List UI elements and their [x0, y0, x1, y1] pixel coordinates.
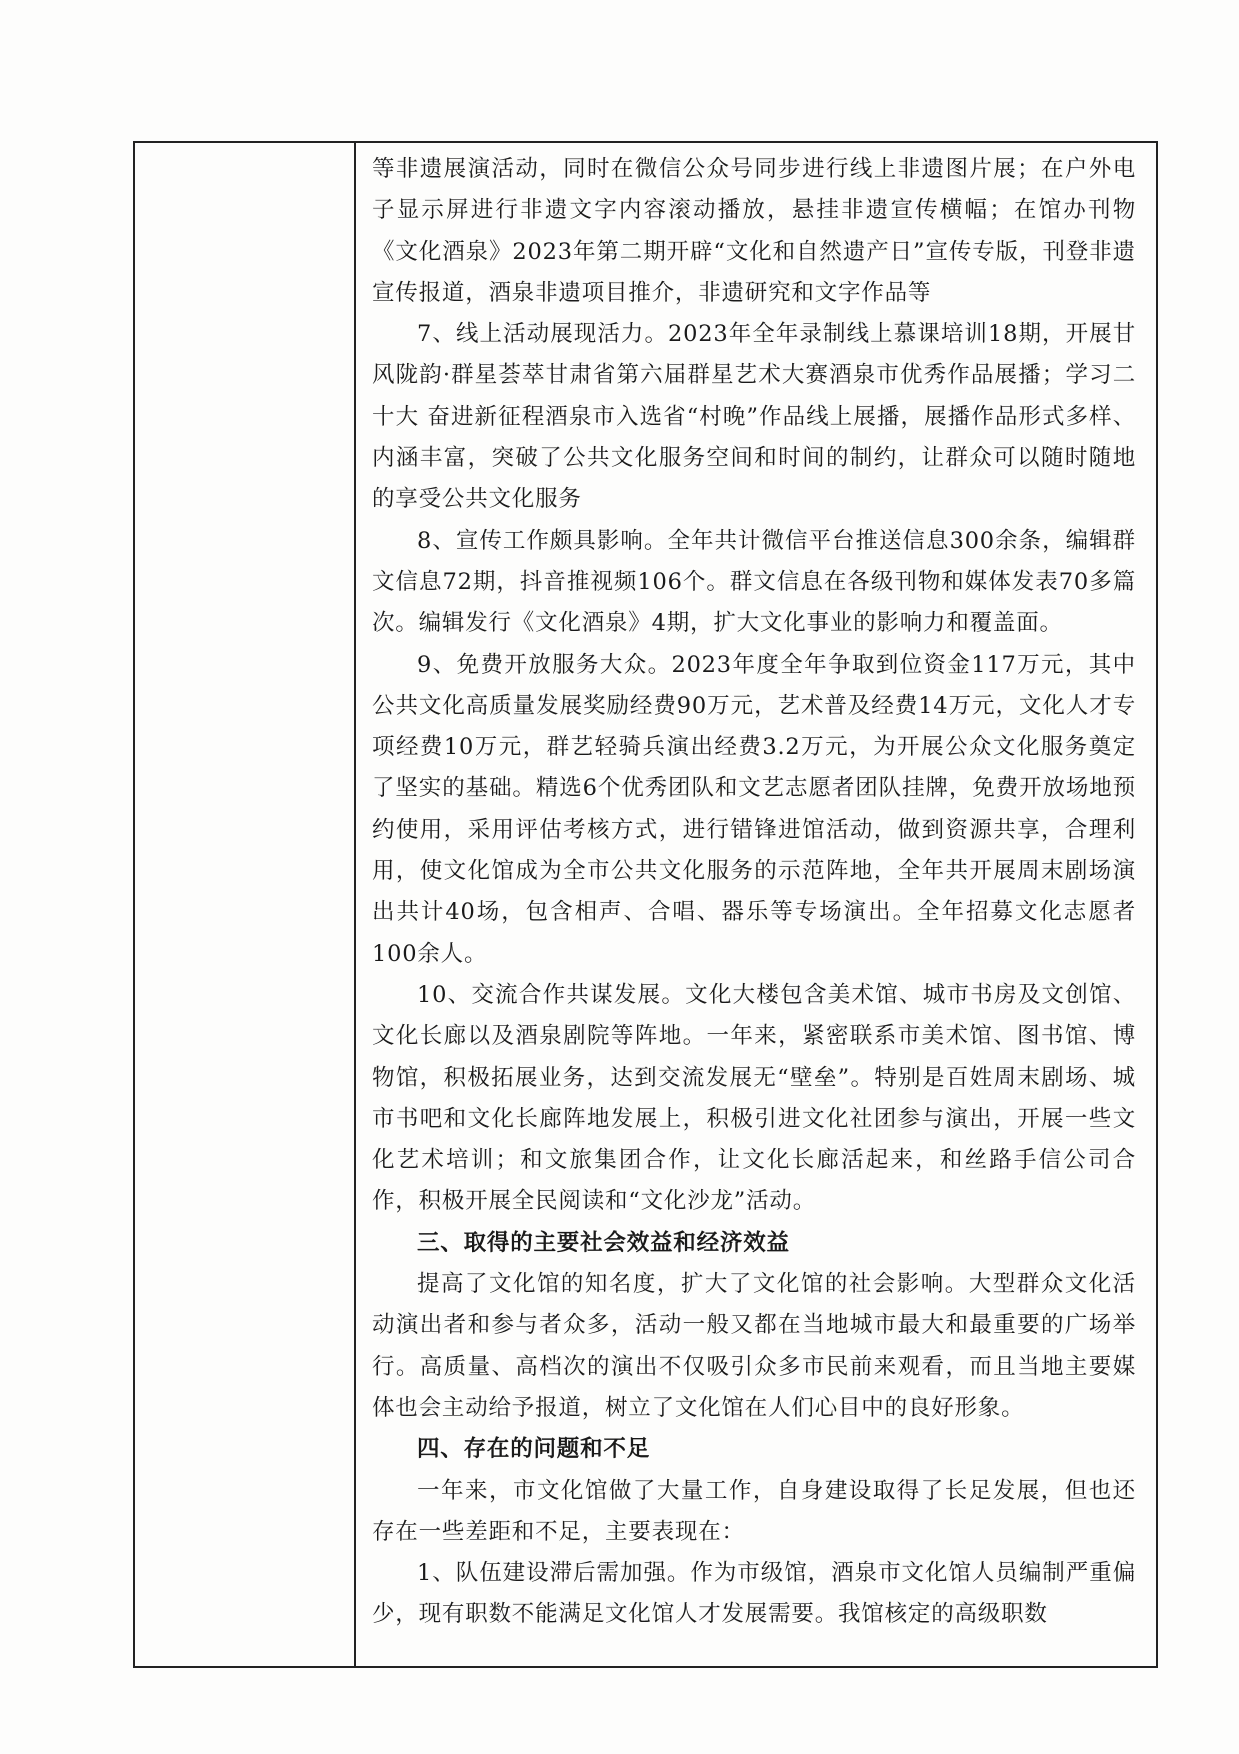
- paragraph-online-activities: 7、线上活动展现活力。2023年全年录制线上慕课培训18期，开展甘风陇韵·群星荟萃甘肃省第六届群星艺术大赛酒泉市优秀作品展播；学习二十大 奋进新征程酒泉市入选省“村晚”作品线上展播，展播作品形式多样、内涵丰富，突破了公共文化服务空间和时间的制约，让群众可以随时随地的享受公共文化服务: [372, 321, 1136, 513]
- paragraph-free-opening: 9、免费开放服务大众。2023年度全年争取到位资金117万元，其中公共文化高质量发展奖励经费90万元，艺术普及经费14万元，文化人才专项经费10万元，群艺轻骑兵演出经费3.2万元，为开展公众文化服务奠定了坚实的基础。精选6个优秀团队和文艺志愿者团队挂牌，免费开放场地预约使用，采用评估考核方式，进行错锋进馆活动，做到资源共享，合理利用，使文化馆成为全市公共文化服务的示范阵地，全年共开展周末剧场演出共计40场，包含相声、合唱、器乐等专场演出。全年招募文化志愿者100余人。: [372, 651, 1136, 967]
- paragraph-publicity: 8、宣传工作颇具影响。全年共计微信平台推送信息300余条，编辑群文信息72期，抖音推视频106个。群文信息在各级刊物和媒体发表70多篇次。编辑发行《文化酒泉》4期，扩大文化事业的影响力和覆盖面。: [372, 527, 1136, 637]
- section-heading-benefits: 三、取得的主要社会效益和经济效益: [417, 1229, 790, 1256]
- table-label-column: [135, 143, 356, 1666]
- form-table: [133, 141, 1158, 1668]
- paragraph-team-building: 1、队伍建设滞后需加强。作为市级馆，酒泉市文化馆人员编制严重偏少，现有职数不能满足文化馆人才发展需要。我馆核定的高级职数: [372, 1560, 1136, 1628]
- paragraph-problems-intro: 一年来，市文化馆做了大量工作，自身建设取得了长足发展，但也还存在一些差距和不足，主要表现在：: [372, 1477, 1136, 1545]
- table-content-cell: [356, 143, 1156, 1666]
- paragraph-benefits: 提高了文化馆的知名度，扩大了文化馆的社会影响。大型群众文化活动演出者和参与者众多，活动一般又都在当地城市最大和最重要的广场举行。高质量、高档次的演出不仅吸引众多市民前来观看，而且当地主要媒体也会主动给予报道，树立了文化馆在人们心目中的良好形象。: [372, 1271, 1136, 1421]
- paragraph-cooperation: 10、交流合作共谋发展。文化大楼包含美术馆、城市书房及文创馆、文化长廊以及酒泉剧院等阵地。一年来，紧密联系市美术馆、图书馆、博物馆，积极拓展业务，达到交流发展无“壁垒”。特别是百姓周末剧场、城市书吧和文化长廊阵地发展上，积极引进文化社团参与演出，开展一些文化艺术培训；和文旅集团合作，让文化长廊活起来，和丝路手信公司合作，积极开展全民阅读和“文化沙龙”活动。: [372, 981, 1136, 1215]
- section-heading-problems: 四、存在的问题和不足: [417, 1436, 651, 1463]
- paragraph-continued: 等非遗展演活动，同时在微信公众号同步进行线上非遗图片展；在户外电子显示屏进行非遗文字内容滚动播放，悬挂非遗宣传横幅；在馆办刊物《文化酒泉》2023年第二期开辟“文化和自然遗产日”宣传专版，刊登非遗宣传报道，酒泉非遗项目推介，非遗研究和文字作品等: [372, 156, 1136, 306]
